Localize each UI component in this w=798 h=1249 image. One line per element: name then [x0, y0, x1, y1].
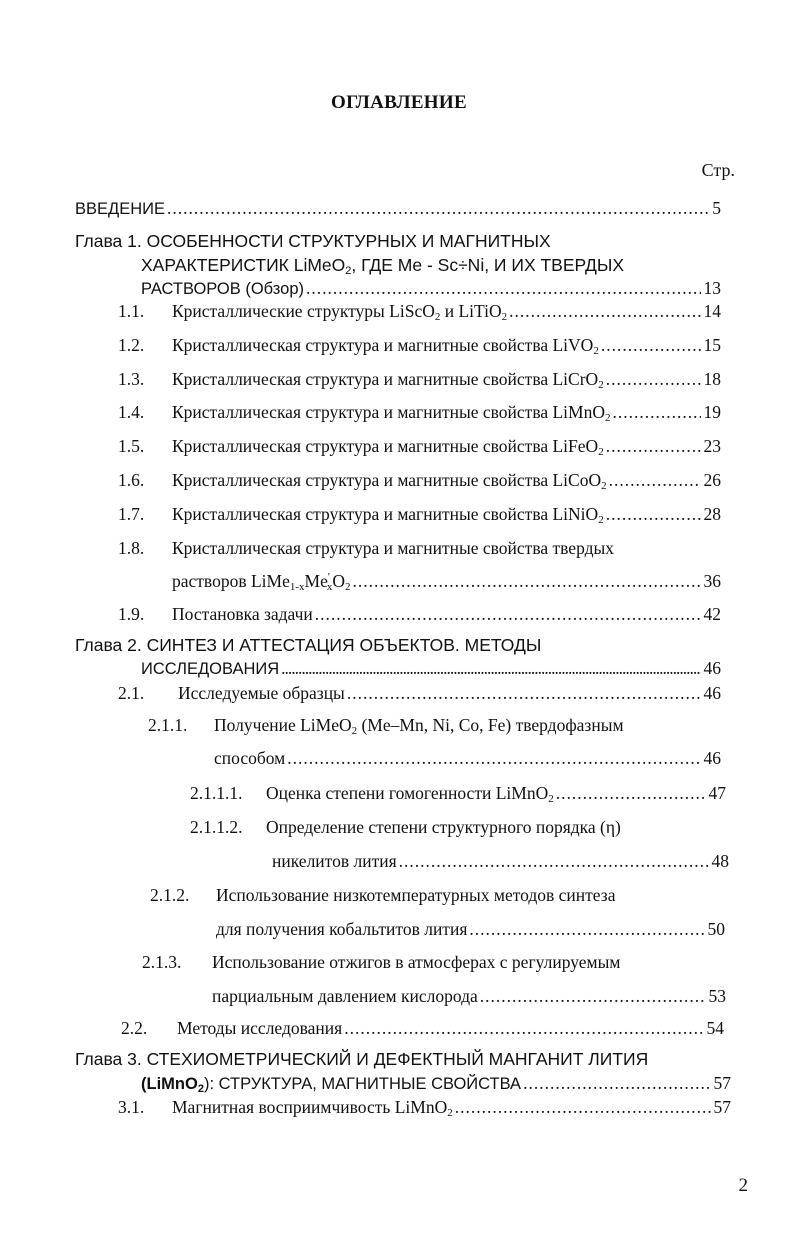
leader-dots: [556, 781, 706, 805]
toc-entry-1-8: 1.8. Кристаллическая структура и магнитные свойства твердых: [118, 538, 615, 558]
toc-entry-2-1-2: 2.1.2. Использование низкотемпературных методов синтеза: [150, 885, 616, 905]
chapter-1-heading-line1: Глава 1. ОСОБЕННОСТИ СТРУКТУРНЫХ И МАГНИТНЫХ: [75, 231, 551, 251]
toc-entry-1-2: 1.2. Кристаллическая структура и магнитные свойства LiVO$_2$ ..... 15: [118, 333, 721, 357]
toc-entry-1-8-cont: растворов $LiMe_{1-x}Me'_xO_2$ ..... 36: [172, 569, 721, 593]
chapter-3-heading-line1: Глава 3. СТЕХИОМЕТРИЧЕСКИЙ И ДЕФЕКТНЫЙ МАНГАНИТ ЛИТИЯ: [75, 1049, 649, 1069]
toc-entry-2-1-1-2-cont: никелитов лития ..... 48: [272, 849, 729, 873]
toc-entry-2-1-1: 2.1.1. Получение LiMeO$_2$ (Me–Mn, Ni, Co, Fe) твердофазным: [148, 715, 624, 737]
page-title: ОГЛАВЛЕНИЕ: [331, 92, 467, 113]
leader-dots: [606, 502, 701, 526]
toc-entry-2-1-2-cont: для получения кобальтитов лития ..... 50: [216, 917, 725, 941]
toc-entry-1-9: 1.9. Постановка задачи ..... 42: [118, 602, 721, 626]
toc-entry-intro: [75, 196, 721, 220]
toc-entry-2-1-3-cont: парциальным давлением кислорода ..... 53: [212, 984, 726, 1008]
chapter-1-heading-line2: ХАРАКТЕРИСТИК LiMeO$_2$, ГДЕ Me - Sc÷Ni, И ИХ ТВЕРДЫХ: [141, 255, 625, 277]
leader-dots: [509, 299, 700, 323]
toc-entry-1-3: 1.3. Кристаллическая структура и магнитные свойства LiCrO$_2$ ..... 18: [118, 367, 721, 391]
leader-dots: [344, 1016, 703, 1040]
toc-entry-2-1-3: 2.1.3. Использование отжигов в атмосферах с регулируемым: [142, 952, 621, 972]
toc-entry-2-1: 2.1. Исследуемые образцы ..... 46: [118, 681, 721, 705]
leader-dots: [480, 984, 706, 1008]
leader-dots: [347, 681, 701, 705]
leader-dots: [306, 276, 701, 300]
page-column-label: Стр.: [701, 160, 735, 180]
toc-entry-2-1-1-2: 2.1.1.2. Определение степени структурного порядка (η): [190, 817, 621, 837]
leader-dots: [455, 1095, 711, 1119]
leader-dots: [469, 917, 704, 941]
leader-dots: [287, 746, 700, 770]
chapter-3-heading-line2: (LiMnO$_2$): СТРУКТУРА, МАГНИТНЫЕ СВОЙСТВА ..... 57: [141, 1071, 731, 1095]
toc-page: 5: [712, 198, 721, 218]
toc-entry-1-4: 1.4. Кристаллическая структура и магнитные свойства LiMnO$_2$ ..... 19: [118, 400, 721, 424]
leader-dots: [315, 602, 701, 626]
leader-dots: [609, 468, 701, 492]
leader-dots: [601, 333, 701, 357]
toc-entry-1-1: 1.1. Кристаллические структуры LiScO$_2$ и LiTiO$_2$ ..... 14: [118, 299, 721, 323]
leader-dots: [606, 434, 701, 458]
toc-entry-2-1-1-cont: способом ..... 46: [214, 746, 721, 770]
toc-entry-1-6: 1.6. Кристаллическая структура и магнитные свойства LiCoO$_2$ ..... 26: [118, 468, 721, 492]
leader-dots: [352, 569, 700, 593]
toc-page: 13: [703, 278, 721, 298]
toc-entry-2-2: 2.2. Методы исследования ..... 54: [121, 1016, 724, 1040]
toc-entry-2-1-1-1: 2.1.1.1. Оценка степени гомогенности LiMnO$_2$ ..... 47: [190, 781, 726, 805]
leader-dots: [613, 400, 701, 424]
leader-dots: [167, 196, 709, 220]
chapter-1-heading-line3: РАСТВОРОВ (Обзор) ..... 13: [141, 276, 721, 300]
page-number: 2: [738, 1175, 748, 1196]
leader-dots: [606, 367, 701, 391]
toc-entry-label: ВВЕДЕНИЕ: [75, 200, 165, 218]
chapter-2-heading-line1: Глава 2. СИНТЕЗ И АТТЕСТАЦИЯ ОБЪЕКТОВ. МЕТОДЫ: [75, 635, 542, 655]
toc-entry-3-1: 3.1. Магнитная восприимчивость LiMnO$_2$ ..... 57: [118, 1095, 731, 1119]
leader-dots: [399, 849, 709, 873]
chapter-2-heading-line2: ИССЛЕДОВАНИЯ ..... 46: [141, 656, 721, 680]
toc-entry-1-5: 1.5. Кристаллическая структура и магнитные свойства LiFeO$_2$ ..... 23: [118, 434, 721, 458]
leader-dots: [523, 1071, 710, 1095]
toc-entry-1-7: 1.7. Кристаллическая структура и магнитные свойства LiNiO$_2$ ..... 28: [118, 502, 721, 526]
leader-dots: [281, 656, 700, 680]
